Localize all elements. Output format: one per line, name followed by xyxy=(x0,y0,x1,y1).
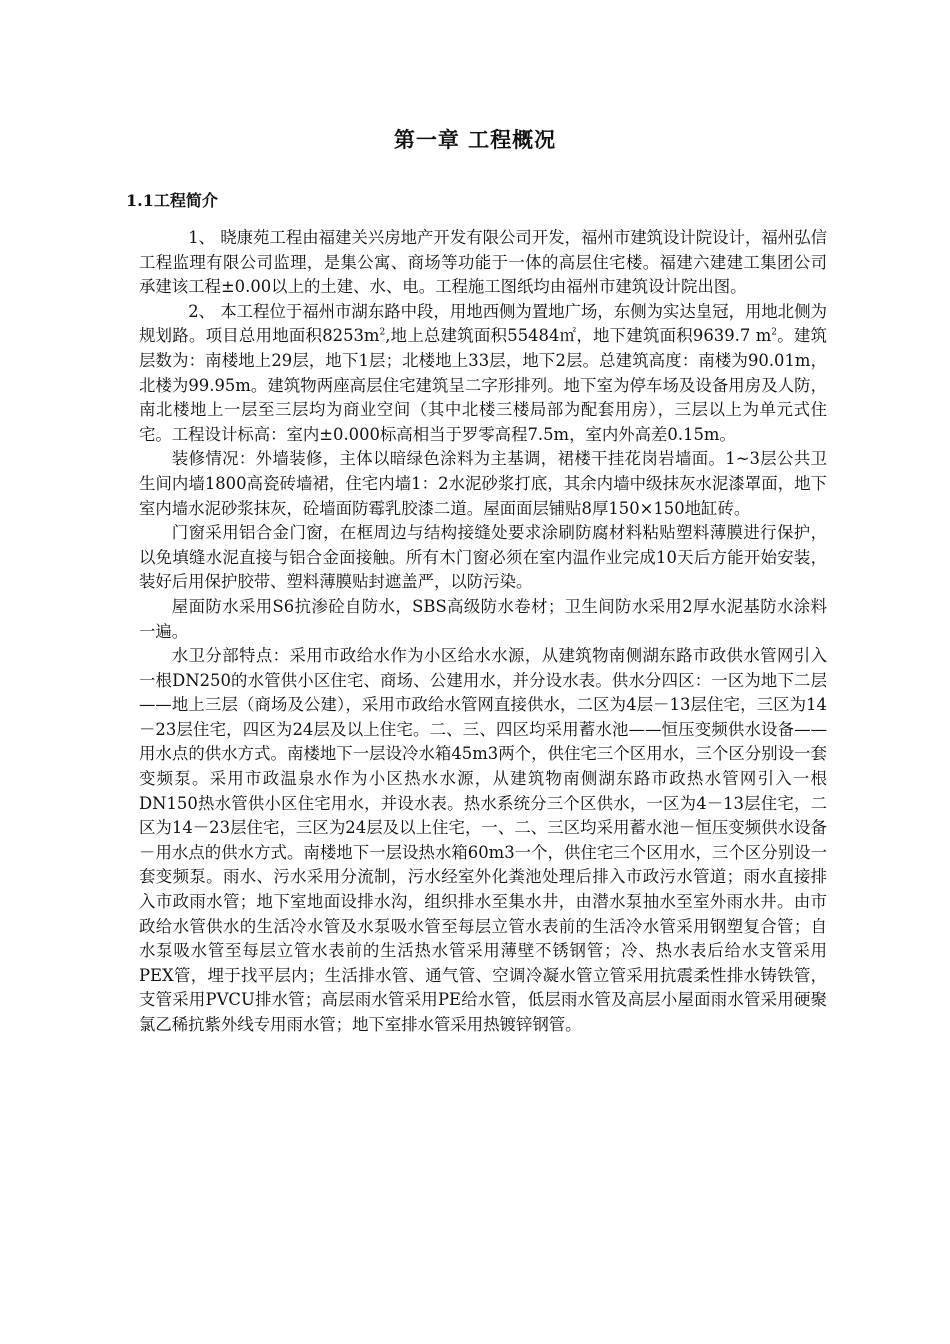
body-text xyxy=(139,226,827,1038)
paragraph-overview: 1、 晓康苑工程由福建关兴房地产开发有限公司开发，福州市建筑设计院设计，福州弘信工程监理有限公司监理，是集公寓、商场等功能于一体的高层住宅楼。福建六建建工集团公司承建该工程±0.00以上的土建、水、电。工程施工图纸均由福州市建筑设计院出图。 xyxy=(139,228,827,297)
chapter-title: 第一章 工程概况 xyxy=(393,128,557,152)
section-heading: 1.1工程简介 xyxy=(126,191,218,210)
superscript: 2 xyxy=(771,327,778,338)
paragraph-waterproofing: 屋面防水采用S6抗渗砼自防水，SBS高级防水卷材；卫生间防水采用2厚水泥基防水涂料一遍。 xyxy=(139,596,827,641)
location-text-2: ,地上总建筑面积55484㎡，地下建筑面积9639.7 m xyxy=(385,326,772,346)
superscript: 2 xyxy=(379,327,386,338)
paragraph-location xyxy=(139,300,827,448)
location-text-1: 2、 本工程位于福州市湖东路中段，用地西侧为置地广场，东侧为实达皇冠，用地北侧为规划路。项目总用地面积8253m xyxy=(139,301,827,346)
paragraph-plumbing: 水卫分部特点：采用市政给水作为小区给水水源，从建筑物南侧湖东路市政供水管网引入一根DN250的水管供小区住宅、商场、公建用水，并分设水表。供水分四区：一区为地下二层——地上三层（商场及公建），采用市政给水管网直接供水，二区为4层－13层住宅，三区为14－23层住宅，四区为24层及以上住宅。二、三、四区均采用蓄水池——恒压变频供水设备——用水点的供水方式。南楼地下一层设冷水箱45m3两个，供住宅三个区用水，三个区分别设一套变频泵。采用市政温泉水作为小区热水水源，从建筑物南侧湖东路市政热水管网引入一根DN150热水管供小区住宅用水，并设水表。热水系统分三个区供水，一区为4－13层住宅，二区为14－23层住宅，三区为24层及以上住宅，一、二、三区均采用蓄水池－恒压变频供水设备－用水点的供水方式。南楼地下一层设热水箱60m3一个，供住宅三个区用水，三个区分别设一套变频泵。雨水、污水采用分流制，污水经室外化粪池处理后排入市政污水管道；雨水直接排入市政雨水管；地下室地面设排水沟，组织排水至集水井，由潜水泵抽水至室外雨水井。由市政给水管供水的生活冷水管及水泵吸水管至每层立管水表前的生活冷水管采用钢塑复合管；自水泵吸水管至每层立管水表前的生活热水管采用薄壁不锈钢管；冷、热水表后给水支管采用PEX管，埋于找平层内；生活排水管、通气管、空调冷凝水管立管采用抗震柔性排水铸铁管，支管采用PVCU排水管；高层雨水管采用PE给水管，低层雨水管及高层小屋面雨水管采用硬聚氯乙稀抗紫外线专用雨水管；地下室排水管采用热镀锌钢管。 xyxy=(139,646,827,1034)
location-text-3: 。建筑层数为：南楼地上29层，地下1层；北楼地上33层，地下2层。总建筑高度：南楼为90.01m，北楼为99.95m。建筑物两座高层住宅建筑呈二字形排列。地下室为停车场及设备用房及人防，南北楼地上一层至三层均为商业空间（其中北楼三楼局部为配套用房），三层以上为单元式住宅。工程设计标高：室内±0.000标高相当于罗零高程7.5m，室内外高差0.15m。 xyxy=(139,326,827,444)
paragraph-decoration: 装修情况：外墙装修，主体以暗绿色涂料为主基调，裙楼干挂花岗岩墙面。1~3层公共卫生间内墙1800高瓷砖墙裙，住宅内墙1：2水泥砂浆打底，其余内墙中级抹灰水泥漆罩面，地下室内墙水泥砂浆抹灰，砼墙面防霉乳胶漆二道。屋面面层铺贴8厚150×150地缸砖。 xyxy=(139,449,827,518)
paragraph-doors-windows: 门窗采用铝合金门窗，在框周边与结构接缝处要求涂刷防腐材料粘贴塑料薄膜进行保护，以免填缝水泥直接与铝合金面接触。所有木门窗必须在室内温作业完成10天后方能开始安装，装好后用保护胶带、塑料薄膜贴封遮盖严，以防污染。 xyxy=(139,523,827,592)
